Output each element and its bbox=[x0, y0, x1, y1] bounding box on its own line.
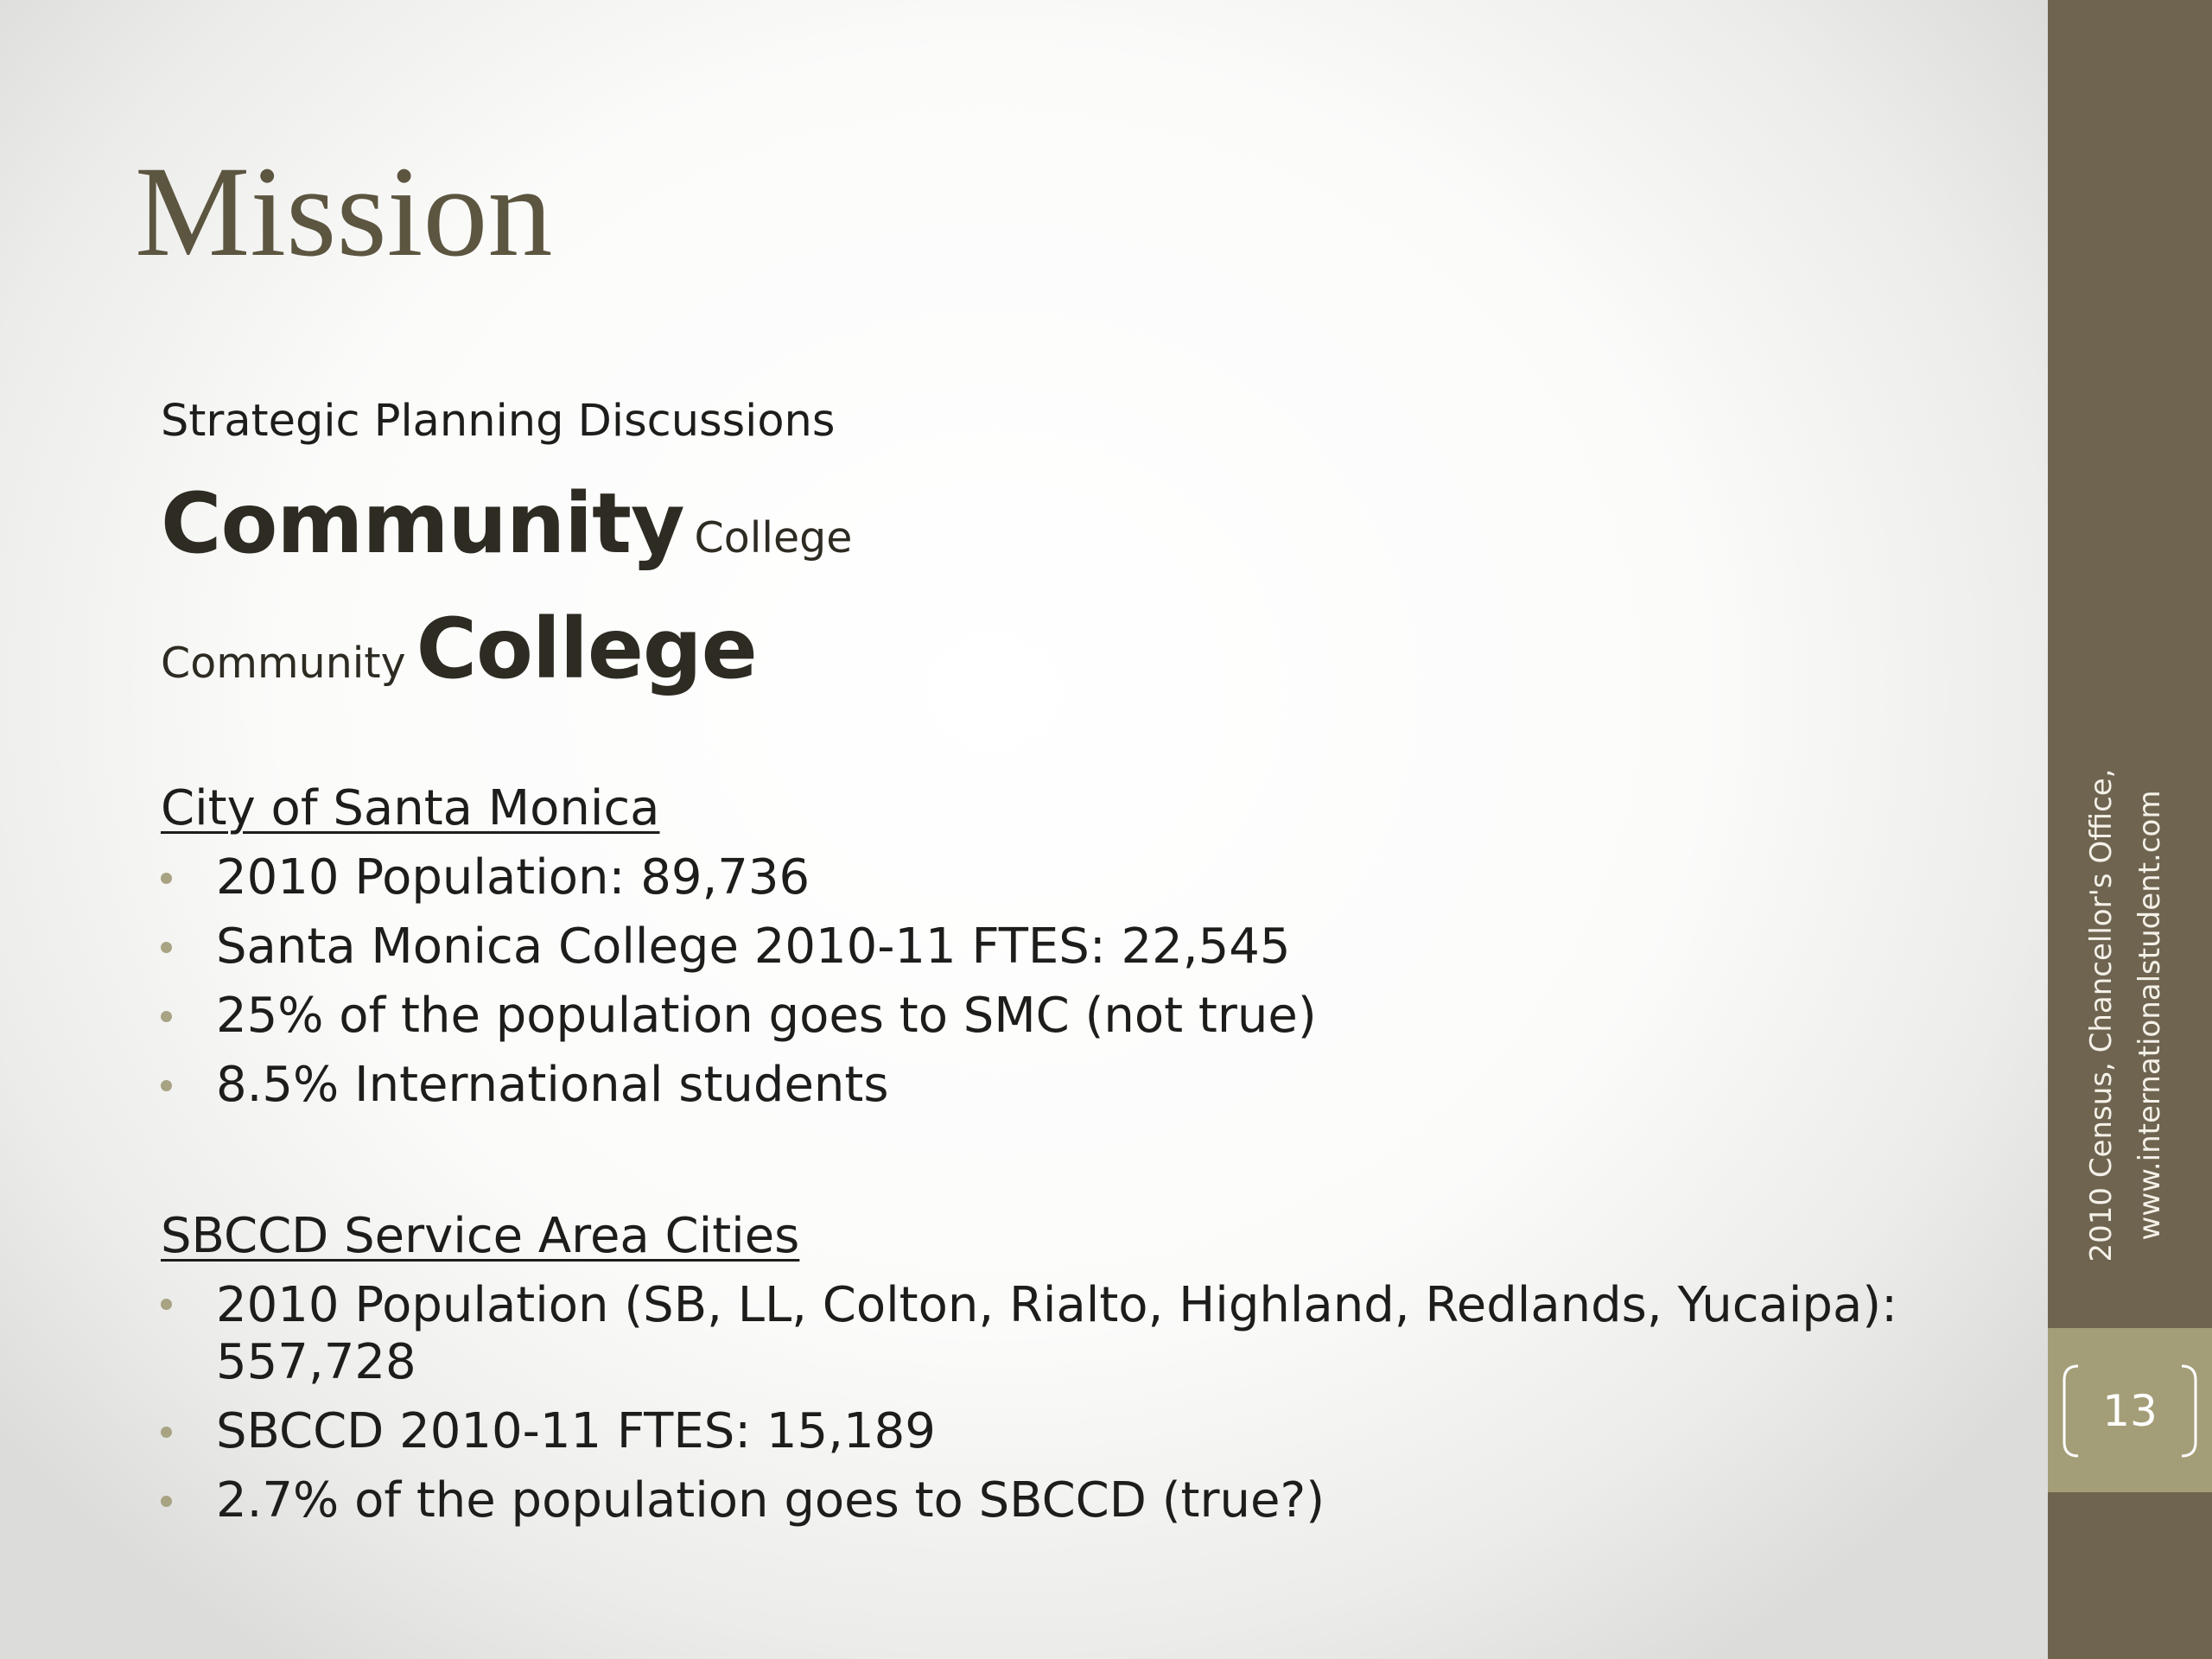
page-number: 13 bbox=[2102, 1386, 2158, 1436]
list-item bbox=[161, 912, 1993, 982]
source-note bbox=[2077, 540, 2174, 1491]
santa-monica-heading: City of Santa Monica bbox=[161, 780, 660, 836]
sbccd-heading: SBCCD Service Area Cities bbox=[161, 1208, 800, 1264]
emphasis-big-word: Community bbox=[161, 475, 684, 572]
list-item-text: 2010 Population: 89,736 bbox=[216, 849, 810, 906]
bullet-icon bbox=[161, 873, 172, 884]
emphasis-college-line bbox=[161, 584, 1993, 714]
bullet-icon bbox=[161, 942, 172, 953]
bullet-icon bbox=[161, 1427, 172, 1438]
list-item-text: 25% of the population goes to SMC (not true) bbox=[216, 988, 1317, 1044]
slide-title: Mission bbox=[135, 140, 553, 283]
list-item bbox=[161, 1271, 1993, 1397]
bullet-icon bbox=[161, 1080, 172, 1091]
spacer bbox=[161, 714, 1993, 774]
emphasis-small-word: Community bbox=[161, 639, 406, 688]
list-item-text: 8.5% International students bbox=[216, 1057, 889, 1113]
emphasis-small-word: College bbox=[694, 513, 853, 563]
emphasis-community-line bbox=[161, 463, 1993, 584]
sbccd-list bbox=[161, 1271, 1993, 1535]
list-item bbox=[161, 1397, 1993, 1466]
emphasis-big-word: College bbox=[416, 601, 757, 697]
list-item bbox=[161, 1051, 1993, 1120]
list-item bbox=[161, 1466, 1993, 1535]
slide-content bbox=[161, 380, 1993, 1535]
bullet-icon bbox=[161, 1011, 172, 1022]
spacer bbox=[161, 1120, 1993, 1202]
santa-monica-list bbox=[161, 843, 1993, 1120]
list-item bbox=[161, 843, 1993, 912]
list-item-text: 2010 Population (SB, LL, Colton, Rialto, Highland, Redlands, Yucaipa): 557,728 bbox=[216, 1277, 1897, 1390]
list-item-text: Santa Monica College 2010-11 FTES: 22,545 bbox=[216, 918, 1291, 975]
intro-text: Strategic Planning Discussions bbox=[161, 396, 836, 447]
source-note-line-2: www.internationalstudent.com bbox=[2133, 790, 2167, 1241]
list-item-text: SBCCD 2010-11 FTES: 15,189 bbox=[216, 1403, 936, 1459]
bullet-icon bbox=[161, 1496, 172, 1507]
list-item bbox=[161, 982, 1993, 1051]
source-note-line-1: 2010 Census, Chancellor's Office, bbox=[2084, 768, 2119, 1262]
bullet-icon bbox=[161, 1299, 172, 1310]
list-item-text: 2.7% of the population goes to SBCCD (true?) bbox=[216, 1472, 1325, 1529]
